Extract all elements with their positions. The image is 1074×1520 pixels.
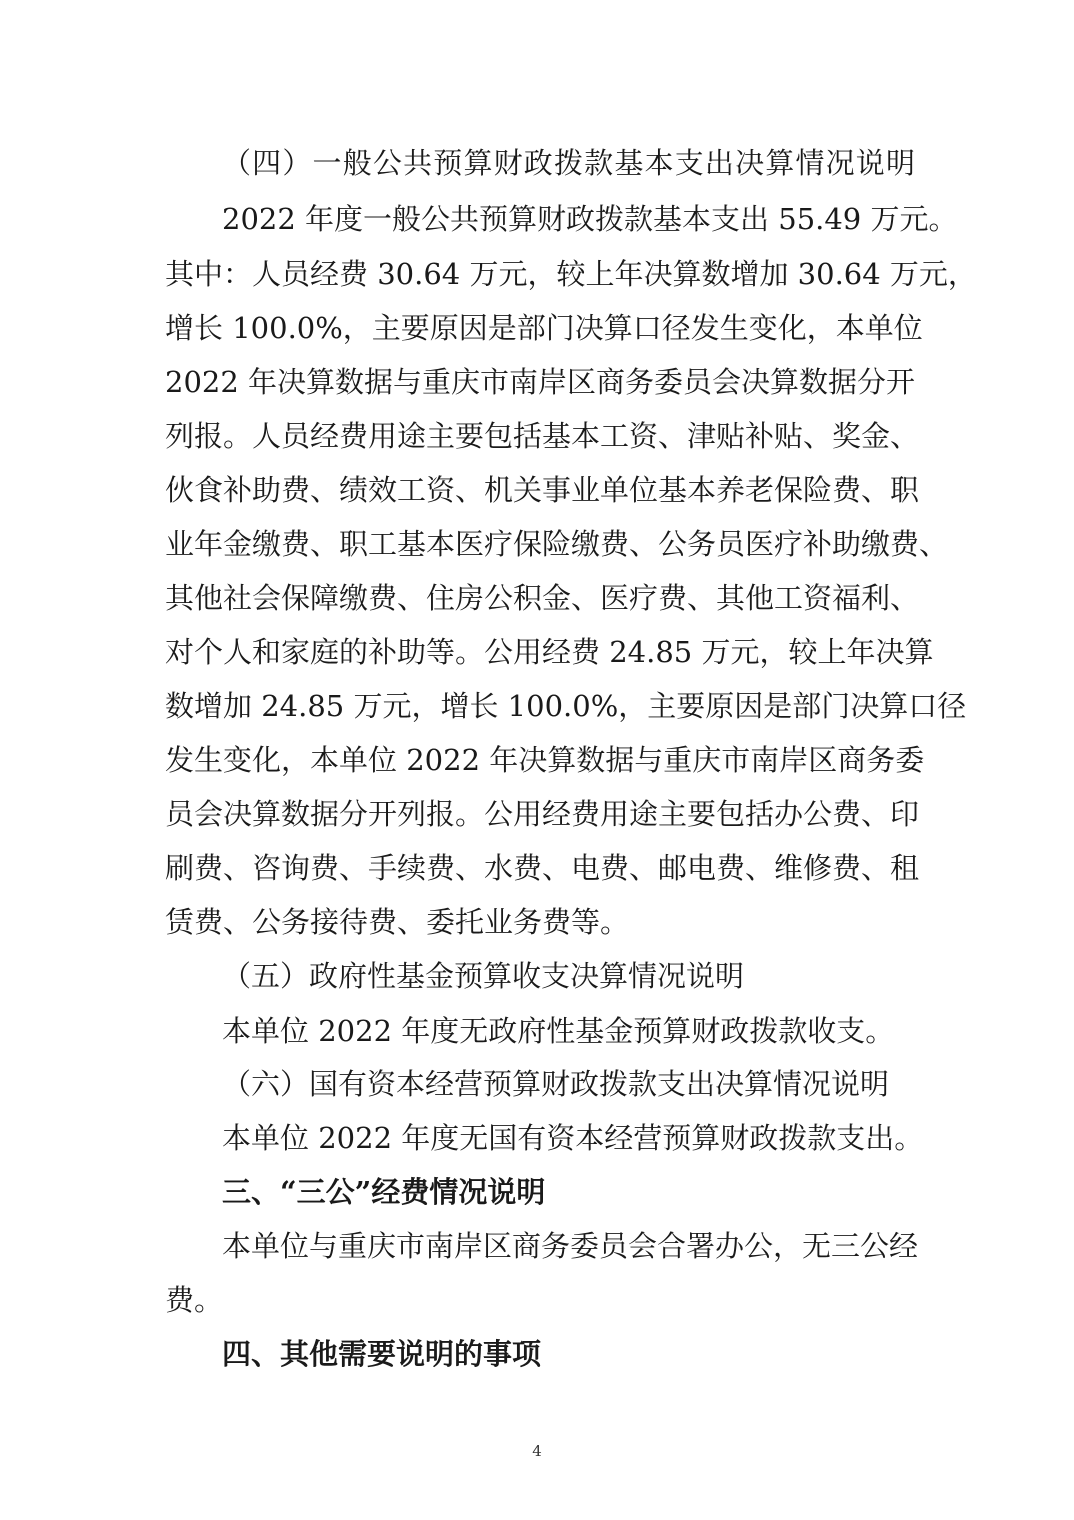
section5-heading: （五）政府性基金预算收支决算情况说明 [222, 959, 745, 993]
part3-heading: 三、“三公”经费情况说明 [222, 1175, 546, 1209]
part3-paragraph-line: 费。 [165, 1283, 224, 1317]
section4-paragraph-line: 2022 年度一般公共预算财政拨款基本支出 55.49 万元。 [222, 202, 958, 236]
section4-paragraph-line: 其中：人员经费 30.64 万元，较上年决算数增加 30.64 万元， [165, 257, 977, 291]
section6-heading: （六）国有资本经营预算财政拨款支出决算情况说明 [222, 1067, 890, 1101]
page-number: 4 [532, 1442, 542, 1460]
section5-paragraph: 本单位 2022 年度无政府性基金预算财政拨款收支。 [222, 1014, 895, 1048]
section4-paragraph-line: 2022 年决算数据与重庆市南岸区商务委员会决算数据分开 [165, 365, 916, 399]
section4-paragraph-line: 其他社会保障缴费、住房公积金、医疗费、其他工资福利、 [165, 581, 920, 615]
section4-paragraph-line: 伙食补助费、绩效工资、机关事业单位基本养老保险费、职 [165, 473, 920, 507]
section4-paragraph-line: 发生变化，本单位 2022 年决算数据与重庆市南岸区商务委 [165, 743, 925, 777]
section4-paragraph-line: 业年金缴费、职工基本医疗保险缴费、公务员医疗补助缴费、 [165, 527, 949, 561]
section4-paragraph-line: 增长 100.0%，主要原因是部门决算口径发生变化，本单位 [165, 311, 923, 345]
section4-paragraph-line: 员会决算数据分开列报。公用经费用途主要包括办公费、印 [165, 797, 920, 831]
section4-paragraph-line: 赁费、公务接待费、委托业务费等。 [165, 905, 630, 939]
section4-paragraph-line: 对个人和家庭的补助等。公用经费 24.85 万元，较上年决算 [165, 635, 934, 669]
part4-heading: 四、其他需要说明的事项 [222, 1337, 542, 1371]
section6-paragraph: 本单位 2022 年度无国有资本经营预算财政拨款支出。 [222, 1121, 924, 1155]
section4-heading: （四）一般公共预算财政拨款基本支出决算情况说明 [222, 146, 915, 180]
section4-paragraph-line: 刷费、咨询费、手续费、水费、电费、邮电费、维修费、租 [165, 851, 920, 885]
section4-paragraph-line: 数增加 24.85 万元，增长 100.0%，主要原因是部门决算口径 [165, 689, 967, 723]
section4-paragraph-line: 列报。人员经费用途主要包括基本工资、津贴补贴、奖金、 [165, 419, 920, 453]
part3-paragraph-line: 本单位与重庆市南岸区商务委员会合署办公，无三公经 [222, 1229, 919, 1263]
